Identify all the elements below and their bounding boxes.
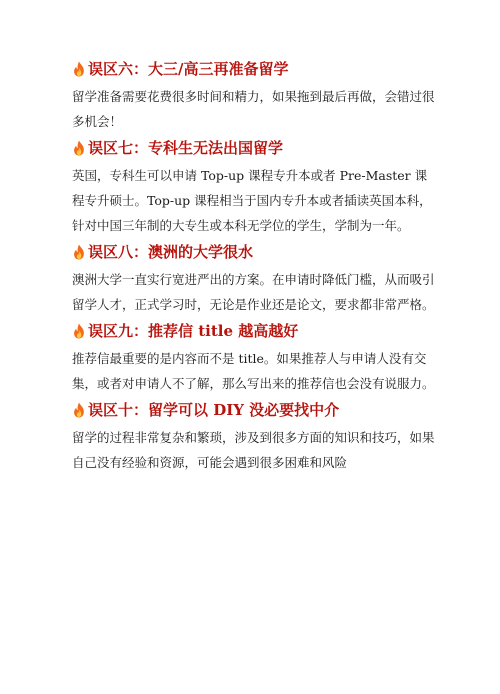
section-body: 推荐信最重要的是内容而不是 title。如果推荐人与申请人没有交集，或者对申请人不了解，那么写出来的推荐信也会没有说服力。 bbox=[72, 351, 435, 391]
section-heading-text: 误区十：留学可以 DIY 没必要找中介 bbox=[88, 401, 340, 419]
section-9 bbox=[72, 320, 437, 396]
section-heading-text: 误区九：推荐信 title 越高越好 bbox=[88, 322, 299, 340]
section-8 bbox=[72, 241, 437, 317]
section-10 bbox=[72, 399, 437, 475]
fire-icon bbox=[72, 323, 86, 339]
section-body: 澳洲大学一直实行宽进严出的方案。在申请时降低门槛，从而吸引留学人才，正式学习时，无论是作业还是论文，要求都非常严格。 bbox=[72, 272, 435, 312]
section-heading-text: 误区六：大三/高三再准备留学 bbox=[88, 60, 289, 78]
section-heading-text: 误区八：澳洲的大学很水 bbox=[88, 243, 254, 261]
section-heading bbox=[72, 320, 437, 342]
article bbox=[72, 58, 437, 478]
fire-icon bbox=[72, 244, 86, 260]
section-heading bbox=[72, 58, 437, 80]
fire-icon bbox=[72, 402, 86, 418]
section-heading bbox=[72, 399, 437, 421]
section-6 bbox=[72, 58, 437, 134]
fire-icon bbox=[72, 140, 86, 156]
section-body: 留学的过程非常复杂和繁琐，涉及到很多方面的知识和技巧，如果自己没有经验和资源，可能会遇到很多困难和风险 bbox=[72, 430, 435, 470]
fire-icon bbox=[72, 61, 86, 77]
section-7 bbox=[72, 137, 437, 238]
section-heading bbox=[72, 137, 437, 159]
section-body: 英国，专科生可以申请 Top-up 课程专升本或者 Pre-Master 课程专升硕士。Top-up 课程相当于国内专升本或者插读英国本科，针对中国三年制的大专生或本科无学位的学生，学制为一年。 bbox=[72, 168, 432, 233]
section-heading-text: 误区七：专科生无法出国留学 bbox=[88, 139, 284, 157]
section-heading bbox=[72, 241, 437, 263]
section-body: 留学准备需要花费很多时间和精力，如果拖到最后再做，会错过很多机会！ bbox=[72, 89, 435, 129]
